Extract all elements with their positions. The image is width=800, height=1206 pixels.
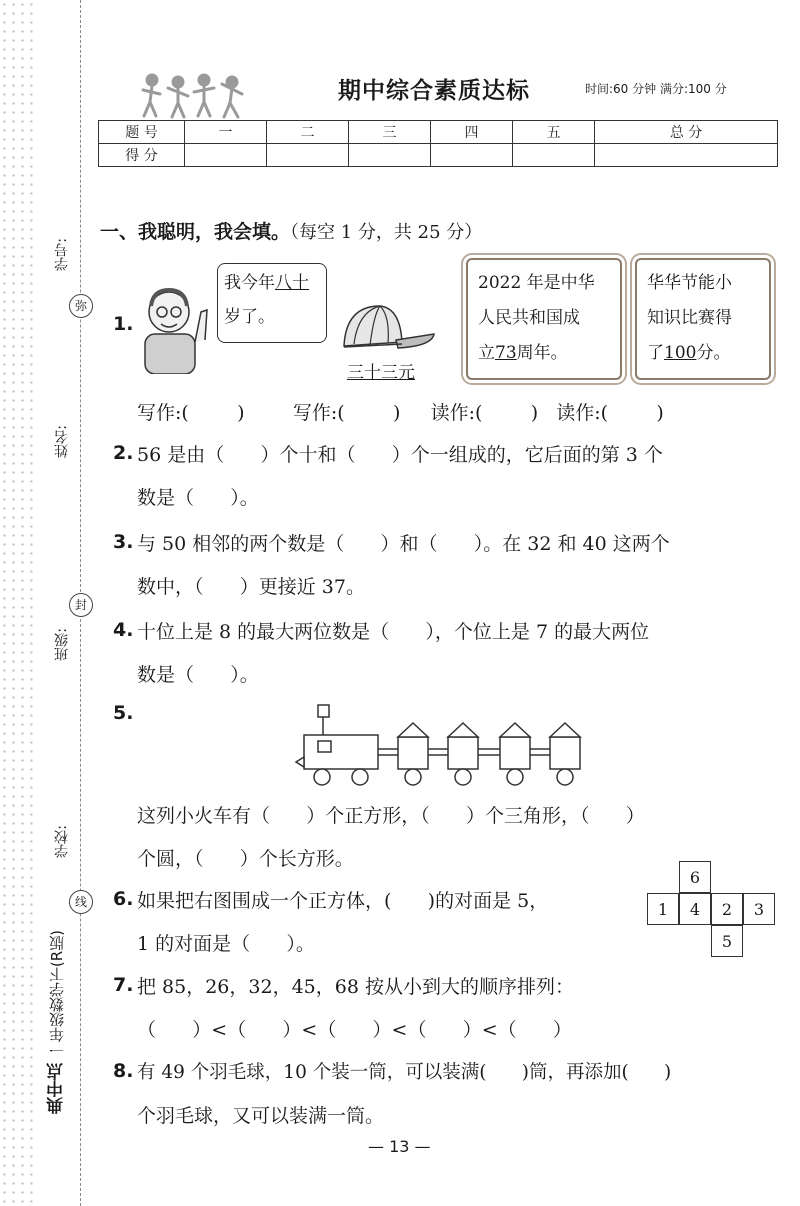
toy-train-icon (292, 703, 588, 787)
net-face: 2 (711, 893, 743, 925)
score-table-header-row (99, 121, 778, 144)
score-header-cell: 四 (431, 121, 513, 144)
grandpa-icon (135, 282, 213, 374)
score-table-score-row (99, 144, 778, 167)
school-label: 学校: (54, 825, 70, 858)
q6-line-1[interactable]: 如果把右图围成一个正方体，( )的对面是 5， (137, 890, 549, 912)
q4-line-2[interactable]: 数是（ ）。 (137, 664, 259, 686)
frame-text: 立 (478, 343, 495, 363)
net-face: 3 (743, 893, 775, 925)
frame-text: 了 (647, 343, 664, 363)
kids-decoration-icon (140, 72, 252, 120)
frame-underlined-number: 100 (664, 343, 697, 363)
q6-line-2[interactable]: 1 的对面是（ ）。 (137, 933, 315, 955)
q6-number: 6. (113, 888, 134, 910)
fact-frame-2 (635, 258, 771, 380)
q8-number: 8. (113, 1060, 134, 1082)
book-title-vertical: 一年级数学下(R版) (48, 930, 66, 1058)
score-blank-cell[interactable] (185, 144, 267, 167)
frame-text: 知识比赛得 (647, 308, 732, 328)
q4-number: 4. (113, 619, 134, 641)
section-note: （每空 1 分，共 25 分） (290, 222, 483, 243)
exam-meta: 时间:60 分钟 满分:100 分 (585, 82, 727, 96)
q2-line-1[interactable]: 56 是由（ ）个十和（ ）个一组成的，它后面的第 3 个 (137, 444, 663, 466)
q8-line-1[interactable]: 有 49 个羽毛球，10 个装一筒，可以装满( )筒，再添加( ) (137, 1062, 672, 1083)
seal-feng: 封 (69, 593, 93, 617)
class-label: 班级: (54, 628, 70, 661)
frame-text: 周年。 (516, 343, 568, 363)
section-heading (100, 217, 482, 244)
cap-icon (340, 300, 436, 358)
score-header-cell: 三 (349, 121, 431, 144)
score-blank-cell[interactable] (349, 144, 431, 167)
score-blank-cell[interactable] (431, 144, 513, 167)
score-blank-cell[interactable] (595, 144, 778, 167)
q3-line-1[interactable]: 与 50 相邻的两个数是（ ）和（ ）。在 32 和 40 这两个 (137, 533, 670, 555)
q5-number: 5. (113, 702, 134, 724)
q2-line-2[interactable]: 数是（ ）。 (137, 487, 259, 509)
net-face: 1 (647, 893, 679, 925)
bubble-text: 岁了。 (224, 307, 275, 327)
bubble-text: 我今年 (224, 273, 275, 293)
section-title: 一、我聪明，我会填。 (100, 221, 291, 243)
score-header-cell: 总 分 (595, 121, 778, 144)
frame-text: 2022 年是中华 (478, 273, 595, 293)
speech-bubble (217, 263, 327, 343)
q1-number: 1. (113, 313, 134, 335)
bubble-underlined-number: 八十 (275, 273, 309, 293)
score-header-cell: 二 (267, 121, 349, 144)
page-number: — 13 — (368, 1137, 431, 1156)
q7-number: 7. (113, 974, 134, 996)
net-face: 6 (679, 861, 711, 893)
frame-text: 华华节能小 (647, 273, 732, 293)
q8-line-2[interactable]: 个羽毛球，又可以装满一筒。 (137, 1105, 385, 1127)
score-header-cell: 五 (513, 121, 595, 144)
seal-xian: 线 (69, 890, 93, 914)
net-face: 5 (711, 925, 743, 957)
q7-line-1: 把 85，26，32，45，68 按从小到大的顺序排列： (137, 976, 574, 998)
q5-line-1[interactable]: 这列小火车有（ ）个正方形，（ ）个三角形，（ ） (137, 805, 645, 827)
page-title: 期中综合素质达标 (338, 78, 530, 104)
q2-number: 2. (113, 442, 134, 464)
binding-dot-pattern (0, 0, 38, 1206)
score-row-label: 得 分 (99, 144, 185, 167)
q1-answer-line[interactable]: 写作:( ) 写作:( ) 读作:( ) 读作:( ) (137, 402, 664, 424)
q3-number: 3. (113, 531, 134, 553)
score-blank-cell[interactable] (513, 144, 595, 167)
score-header-cell: 一 (185, 121, 267, 144)
name-label: 姓名: (54, 425, 70, 458)
frame-underlined-number: 73 (495, 343, 517, 363)
score-header-cell: 题 号 (99, 121, 185, 144)
q3-line-2[interactable]: 数中，（ ）更接近 37。 (137, 576, 365, 598)
frame-text: 人民共和国成 (478, 308, 580, 328)
brand-logo: 典中点 (47, 1063, 67, 1114)
score-table (98, 120, 778, 167)
cap-price-label: 三十三元 (347, 363, 415, 383)
student-no-label: 学号: (54, 238, 70, 271)
net-face: 4 (679, 893, 711, 925)
frame-text: 分。 (696, 343, 731, 363)
score-blank-cell[interactable] (267, 144, 349, 167)
fact-frame-1 (466, 258, 622, 380)
seal-mi: 弥 (69, 294, 93, 318)
q5-line-2[interactable]: 个圆，（ ）个长方形。 (137, 848, 354, 870)
q4-line-1[interactable]: 十位上是 8 的最大两位数是（ ），个位上是 7 的最大两位 (137, 621, 650, 643)
q7-line-2[interactable]: （ ）<（ ）<（ ）<（ ）<（ ） (137, 1019, 572, 1041)
